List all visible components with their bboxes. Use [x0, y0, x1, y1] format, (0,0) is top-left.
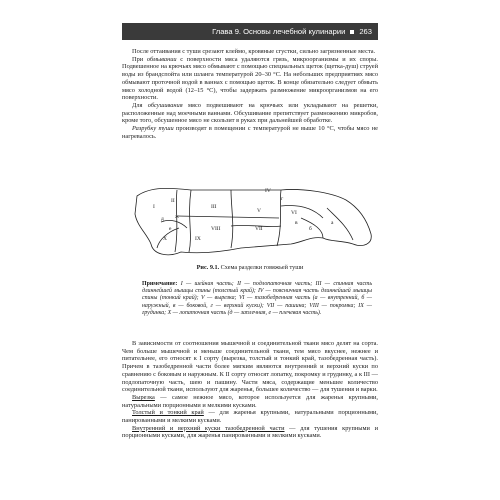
- label-VI: VI: [291, 210, 297, 216]
- separator-square-icon: [350, 30, 354, 34]
- label-VIII: VIII: [211, 226, 221, 232]
- label-III: III: [211, 204, 217, 210]
- label-I: I: [153, 204, 155, 210]
- label-IV: IV: [265, 188, 271, 194]
- running-header: [122, 23, 378, 40]
- beef-carcass-diagram: [131, 178, 376, 260]
- term-washing: обмывании: [146, 55, 177, 63]
- paragraph-tenderloin: Вырезка — самое нежное мясо, которое используется для жаренья крупными, натуральными порционными и мелкими кусками.: [122, 393, 378, 409]
- label-X: X: [163, 236, 167, 242]
- label-zh: ж: [175, 214, 179, 220]
- term-drying: обсушивания: [147, 101, 183, 109]
- paragraph-drying: Для обсушивания мясо подвешивают на крючьях или укладывают на решетки, расположенные над моечными ваннами. Обсушивание препятствует размножению микробов, кроме того, обсушенное мясо не скользит в руках при дальнейшей обработке.: [122, 101, 378, 125]
- note-text: I — шейная часть; II — подлопаточная часть; III — спинная часть длиннейшей мышцы спины (толстый край); IV — поясничная часть длиннейшей мышцы спины (тонкий край); V — вырезка; VI — тазобедренная часть (а — внутренний, б — наружный, в — боковой, г — верхний куски); VII — пашина; VIII — покромка; IX — грудинка; X — лопаточная часть (д — заплечная, е — плечевая часть).: [142, 281, 372, 316]
- term-tenderloin: Вырезка: [132, 393, 155, 401]
- label-g: г: [281, 196, 284, 202]
- paragraph-round: Внутренний и верхний куски тазобедренной части — для тушения крупными и порционными кусками, для жаренья панированными и мелкими кусками.: [122, 424, 378, 440]
- term-round: Внутренний и верхний куски тазобедренной части: [132, 424, 285, 432]
- label-II: II: [171, 198, 175, 204]
- paragraph-washing: При обмывании с поверхности мяса удаляются грязь, микроорганизмы и их споры. Подвешенное на крючьях мясо обмывают с помощью специальных щеток (щетка-душ) струей воды из брандспойта или шланга температурой 20–30 °С. На небольших предприятиях мясо обмывают проточной водой в ваннах с помощью щеток. В конце обязательно следует обмыть мясо холодной водой (12–15 °С), чтобы задержать размножение микроорганизмов на его поверхности.: [122, 55, 379, 102]
- paragraph-cutting: Разрубку туши производят в помещении с температурой не выше 10 °С, чтобы мясо не нагревалось.: [122, 125, 378, 140]
- page-number: 263: [359, 27, 372, 36]
- label-e: е: [169, 226, 172, 232]
- paragraph-grades: В зависимости от соотношения мышечной и соединительной ткани мясо делят на сорта. Чем больше мышечной и меньше соединительной ткани, тем мясо вкуснее, нежнее и питательнее, его относят к I сорту (вырезка, толстый и тонкий край, тазобедренная часть). Причем в тазобедренной части более мягким являются внутренний и верхний куски по сравнению с боковым и наружным. К II сорту относят лопатку, покромку и грудинку, а к III — подлопаточную часть, шею и пашину. Части мяса, содержащие меньшее количество соединительной ткани, используют для жаренья, большее количество — для тушения и варки.: [122, 340, 378, 394]
- chapter-title: Глава 9. Основы лечебной кулинарии: [212, 27, 346, 36]
- bottom-text-block: [122, 340, 378, 440]
- figure-note: [142, 281, 372, 317]
- label-V: V: [257, 208, 261, 214]
- label-a: а: [331, 220, 334, 226]
- figure-caption: [122, 264, 378, 271]
- figure-caption-label: Рис. 9.1.: [196, 264, 220, 271]
- top-text-block: [122, 48, 378, 140]
- label-v: в: [295, 220, 298, 226]
- term-loin: Толстый и тонкий край: [132, 409, 204, 417]
- note-label: Примечание:: [142, 281, 178, 287]
- figure-caption-text: Схема разделки говяжьей туши: [219, 264, 304, 271]
- label-VII: VII: [255, 226, 263, 232]
- label-IX: IX: [195, 236, 201, 242]
- label-b: б: [309, 226, 312, 232]
- paragraph-thawing: После оттаивания с туши срезают клеймо, кровяные сгустки, сильно загрязненные места.: [132, 48, 376, 55]
- term-cutting: Разрубку туши: [132, 125, 174, 133]
- label-d: д: [161, 216, 164, 222]
- paragraph-loin: Толстый и тонкий край — для жаренья крупными, натуральными порционными, панированными и мелкими кусками.: [122, 409, 378, 425]
